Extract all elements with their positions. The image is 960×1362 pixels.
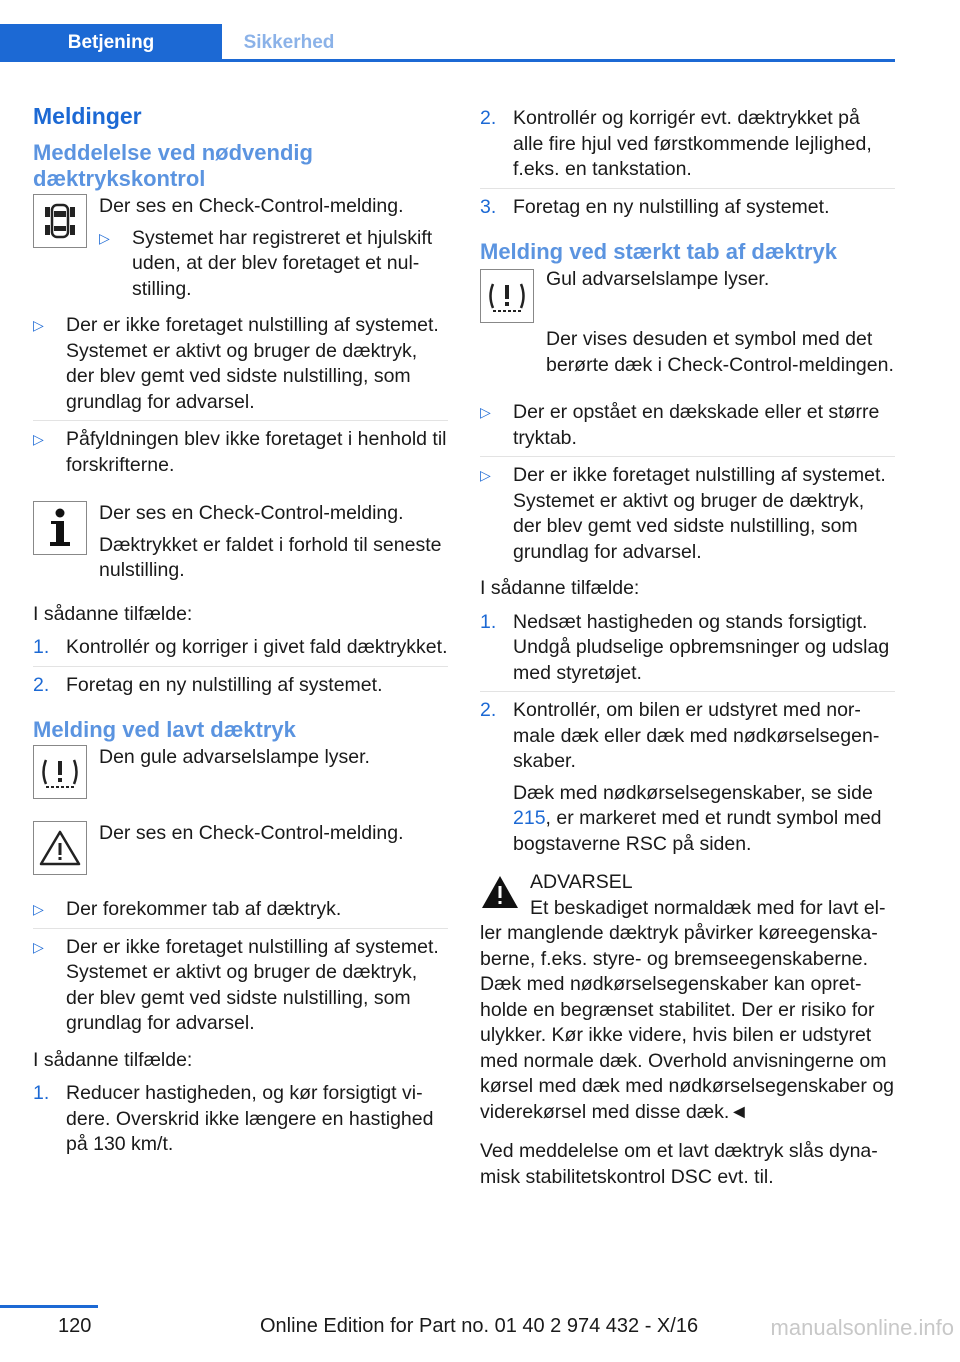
warning-icon-row <box>33 821 448 881</box>
list-item: 1. Nedsæt hastigheden og stands forsigtigt. Undgå pludselige opbremsninger og udslag med styretøjet. <box>480 610 895 693</box>
car-icon-row <box>33 194 448 307</box>
cases-label-2: I sådanne tilfælde: <box>33 1048 193 1071</box>
tab-betjening[interactable]: Betjening <box>0 24 222 62</box>
info-text-1: Der ses en Check-Control-melding. <box>99 502 404 524</box>
triangle-bullet-icon: ▷ <box>99 229 110 246</box>
cases-label-right: I sådanne tilfælde: <box>480 577 640 599</box>
triangle-bullet-icon: ▷ <box>480 467 491 483</box>
warning-body: Et beskadiget normaldæk med for lavt eller manglende dæktryk påvirker køreegenskaberne, f.eks. styre- og bremseegenskaberne. Dæk med nødkørselsegenskaber kan opretholde en begrænset stabilitet. Der er risiko for ulykker. Kør ikke videre, hvis bilen er udstyret med normale dæk. Overhold anvisningerne om kørsel med dæk med nødkørselsegenskaber og viderekørsel med disse dæk.◄ <box>480 896 895 1123</box>
warning-filled-icon <box>480 874 520 910</box>
info-icon <box>33 501 87 555</box>
cases-label: I sådanne tilfælde: <box>33 602 193 625</box>
check-control-text: Der ses en Check-Control-melding. <box>99 195 404 217</box>
subsection-title-strong: Melding ved stærkt tab af dæktryk <box>480 239 837 264</box>
left-column <box>33 98 448 1169</box>
list-item: ▷ Der er ikke foretaget nulstilling af systemet. Systemet er aktivt og bruger de dæktryk, der blev gemt ved sidste nulstilling, som grundlag for advarsel. <box>33 935 439 1034</box>
subsection-title-low: Melding ved lavt dæktryk <box>33 717 296 742</box>
subsection-title-check: Meddelelse ved nødvendig dæktrykskontrol <box>33 140 313 191</box>
right-column <box>480 106 895 1190</box>
lamp-icon-row <box>33 745 448 805</box>
warning-block <box>480 870 895 1125</box>
lamp-text-1: Gul advarselslampe lyser. <box>546 268 770 290</box>
lamp-text: Den gule advarselslampe lyser. <box>99 746 370 768</box>
watermark: manualsonline.info <box>770 1315 954 1340</box>
triangle-bullet-icon: ▷ <box>480 404 491 420</box>
list-item: ▷ Der forekommer tab af dæktryk. <box>33 897 448 929</box>
page-link-215[interactable]: 215 <box>513 807 546 829</box>
triangle-bullet-icon: ▷ <box>33 938 44 955</box>
rsc-note: Dæk med nødkørselsegenskaber, se side 215, er markeret med et rundt symbol med bogstaverne RSC på siden. <box>513 781 882 855</box>
list-item: 1. Reducer hastigheden, og kør forsigtigt videre. Overskrid ikke længere en hastighed på 130 km/t. <box>33 1082 434 1155</box>
list-item: ▷ Der er opstået en dækskade eller et større tryktab. <box>480 400 895 457</box>
final-paragraph: Ved meddelelse om et lavt dæktryk slås dynamisk stabilitetskontrol DSC evt. til. <box>480 1140 878 1188</box>
info-text-2: Dæktrykket er faldet i forhold til seneste nulstilling. <box>99 533 442 581</box>
list-item: 2. Foretag en ny nulstilling af systemet. <box>33 673 383 696</box>
lamp-icon-row-2 <box>480 267 895 327</box>
list-item: ▷ Påfyldningen blev ikke foretaget i henhold til forskrifterne. <box>33 428 447 476</box>
info-icon-row <box>33 501 448 584</box>
tire-pressure-warning-icon <box>33 745 87 799</box>
list-item: 2. Kontrollér og korrigér evt. dæktrykket på alle fire hjul ved førstkommende lejlighed, f.eks. en tankstation. <box>480 106 895 189</box>
tab-sikkerhed[interactable]: Sikkerhed <box>243 32 335 53</box>
edition-text: Online Edition for Part no. 01 40 2 974 432 - X/16 <box>260 1315 699 1337</box>
section-title: Meldinger <box>33 103 142 129</box>
list-item: 3. Foretag en ny nulstilling af systemet. <box>480 195 830 218</box>
header-rule <box>0 59 895 62</box>
footer-rule <box>0 1305 98 1308</box>
list-item: 1. Kontrollér og korriger i givet fald dæktrykket. <box>33 635 448 667</box>
header-tabs <box>0 0 895 62</box>
triangle-bullet-icon: ▷ <box>33 901 44 917</box>
triangle-bullet-icon: ▷ <box>33 317 44 333</box>
warning-triangle-icon <box>33 821 87 875</box>
list-item: ▷ Systemet har registreret et hjulskift uden, at der blev foretaget et nulstilling. <box>99 226 433 300</box>
list-item: ▷ Der er ikke foretaget nulstilling af systemet. Systemet er aktivt og bruger de dæktryk, der blev gemt ved sidste nulstilling, som grundlag for advarsel. <box>480 464 886 563</box>
car-tire-icon <box>33 194 87 248</box>
triangle-bullet-icon: ▷ <box>33 431 44 447</box>
warn-text: Der ses en Check-Control-melding. <box>99 822 404 844</box>
tire-pressure-warning-icon <box>480 269 534 323</box>
warning-heading: ADVARSEL <box>530 871 633 893</box>
list-item: ▷ Der er ikke foretaget nulstilling af systemet. Systemet er aktivt og bruger de dæktryk, der blev gemt ved sidste nulstilling, som grundlag for advarsel. <box>33 313 448 421</box>
page-number: 120 <box>58 1315 92 1337</box>
list-item: 2. Kontrollér, om bilen er udstyret med normale dæk eller dæk med nødkørselsegenskaber. Dæk med nødkørselsegenskaber, se side 215, er markeret med et rundt symbol med bogstaverne RSC på siden. <box>480 698 895 862</box>
lamp-text-2: Der vises desuden et symbol med det berørte dæk i Check-Control-meldingen. <box>546 328 894 376</box>
